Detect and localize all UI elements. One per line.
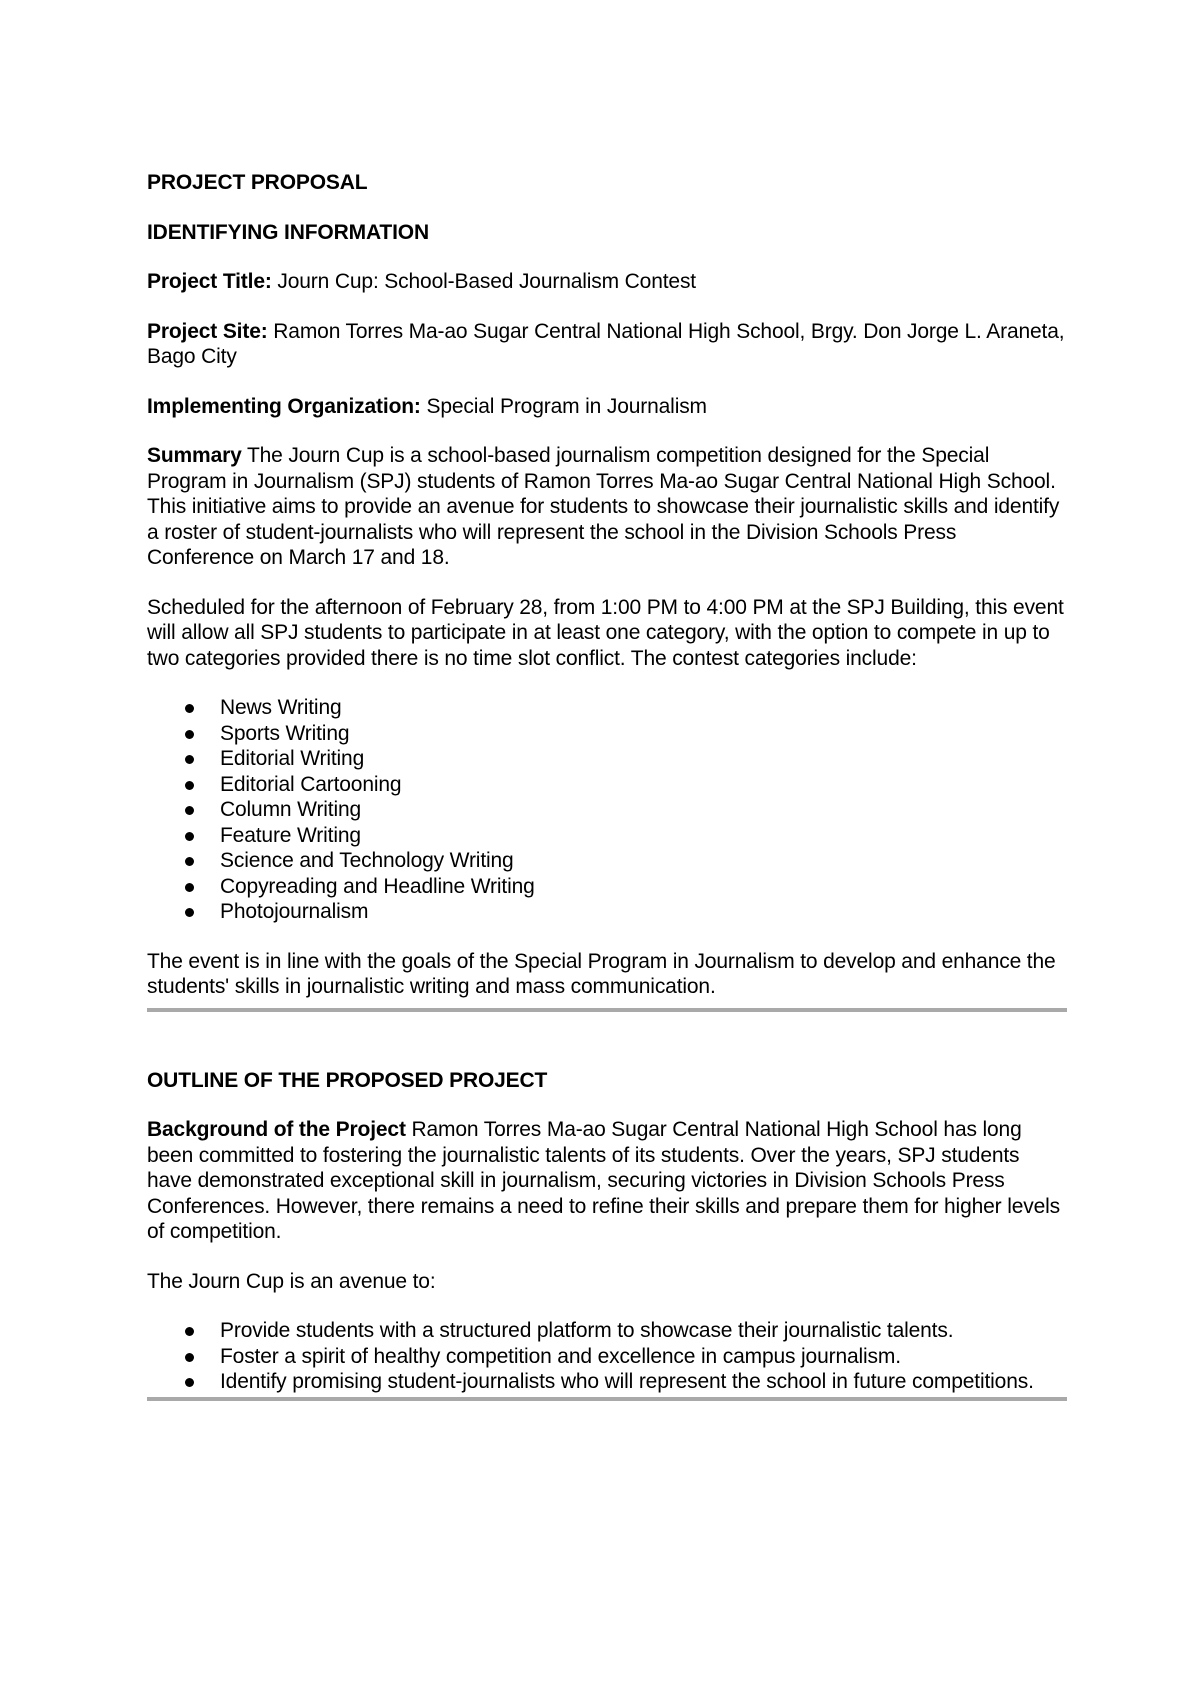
summary-text: The Journ Cup is a school-based journalism competition designed for the Special Program in Journalism (SPJ) students of Ramon Torres Ma-ao Sugar Central National High School. This initiative aims to provide an avenue for students to showcase their journalistic skills and identify a roster of student-journalists who will represent the school in the Division Schools Press Conference on March 17 and 18. — [147, 444, 1060, 569]
implementing-organization-value: Special Program in Journalism — [420, 394, 707, 418]
category-label: Copyreading and Headline Writing — [220, 874, 535, 898]
section-divider — [147, 1008, 1067, 1012]
avenue-list — [147, 1318, 1067, 1395]
category-item — [147, 746, 1067, 772]
background-label: Background of the Project — [147, 1118, 406, 1141]
project-title-field — [147, 269, 1067, 295]
avenue-intro: The Journ Cup is an avenue to: — [147, 1269, 436, 1293]
category-label: Editorial Writing — [220, 747, 365, 770]
avenue-item — [147, 1344, 1067, 1370]
avenue-label: Provide students with a structured platform to showcase their journalistic talents. — [220, 1319, 954, 1342]
category-label: Science and Technology Writing — [220, 849, 514, 872]
document-title: PROJECT PROPOSAL — [147, 171, 368, 194]
category-item — [147, 721, 1067, 747]
background-paragraph — [147, 1117, 1067, 1245]
project-title-value: Journ Cup: School-Based Journalism Contest — [271, 270, 696, 293]
category-item — [147, 823, 1067, 849]
avenue-item — [147, 1318, 1067, 1344]
category-label: Feature Writing — [220, 823, 361, 847]
bullet-icon — [185, 908, 194, 917]
implementing-organization-field — [147, 394, 1067, 420]
section-heading-identifying: IDENTIFYING INFORMATION — [147, 220, 429, 244]
project-title-label: Project Title: — [147, 270, 272, 293]
category-item — [147, 772, 1067, 798]
bullet-icon — [185, 1327, 194, 1336]
bullet-icon — [185, 1353, 194, 1362]
category-label: News Writing — [220, 696, 342, 719]
bullet-icon — [185, 857, 194, 866]
implementing-organization-label: Implementing Organization: — [147, 394, 421, 418]
category-item — [147, 695, 1067, 721]
avenue-label: Foster a spirit of healthy competition and excellence in campus journalism. — [220, 1344, 901, 1368]
avenue-item — [147, 1369, 1067, 1395]
project-site-value: Ramon Torres Ma-ao Sugar Central National High School, Brgy. Don Jorge L. Araneta, Bago City — [147, 319, 1065, 368]
document-page — [147, 170, 1067, 1401]
category-list — [147, 695, 1067, 925]
goal-paragraph: The event is in line with the goals of the Special Program in Journalism to develop and enhance the students' skills in journalistic writing and mass communication. — [147, 949, 1056, 998]
category-label: Column Writing — [220, 798, 362, 821]
bullet-icon — [185, 704, 194, 713]
category-item — [147, 874, 1067, 900]
category-label: Editorial Cartooning — [220, 772, 402, 796]
summary-paragraph — [147, 443, 1067, 571]
bullet-icon — [185, 883, 194, 892]
bullet-icon — [185, 755, 194, 764]
category-item — [147, 899, 1067, 925]
project-site-label: Project Site: — [147, 319, 268, 343]
bullet-icon — [185, 832, 194, 841]
category-item — [147, 848, 1067, 874]
avenue-label: Identify promising student-journalists who will represent the school in future competitions. — [220, 1370, 1034, 1393]
schedule-paragraph: Scheduled for the afternoon of February 28, from 1:00 PM to 4:00 PM at the SPJ Building, this event will allow all SPJ students to participate in at least one category, with the option to compete in up to two categories provided there is no time slot conflict. The contest categories include: — [147, 595, 1064, 670]
category-label: Photojournalism — [220, 900, 369, 923]
bullet-icon — [185, 781, 194, 790]
bullet-icon — [185, 1378, 194, 1387]
bullet-icon — [185, 806, 194, 815]
background-text: Ramon Torres Ma-ao Sugar Central National High School has long been committed to fostering the journalistic talents of its students. Over the years, SPJ students have demonstrated exceptional skill in journalism, securing victories in Division Schools Press Conferences. However, there remains a need to refine their skills and prepare them for higher levels of competition. — [147, 1118, 1060, 1243]
category-label: Sports Writing — [220, 721, 350, 745]
category-item — [147, 797, 1067, 823]
bullet-icon — [185, 730, 194, 739]
section-heading-outline: OUTLINE OF THE PROPOSED PROJECT — [147, 1068, 548, 1092]
project-site-field — [147, 319, 1067, 370]
summary-label: Summary — [147, 444, 242, 467]
section-divider — [147, 1397, 1067, 1401]
